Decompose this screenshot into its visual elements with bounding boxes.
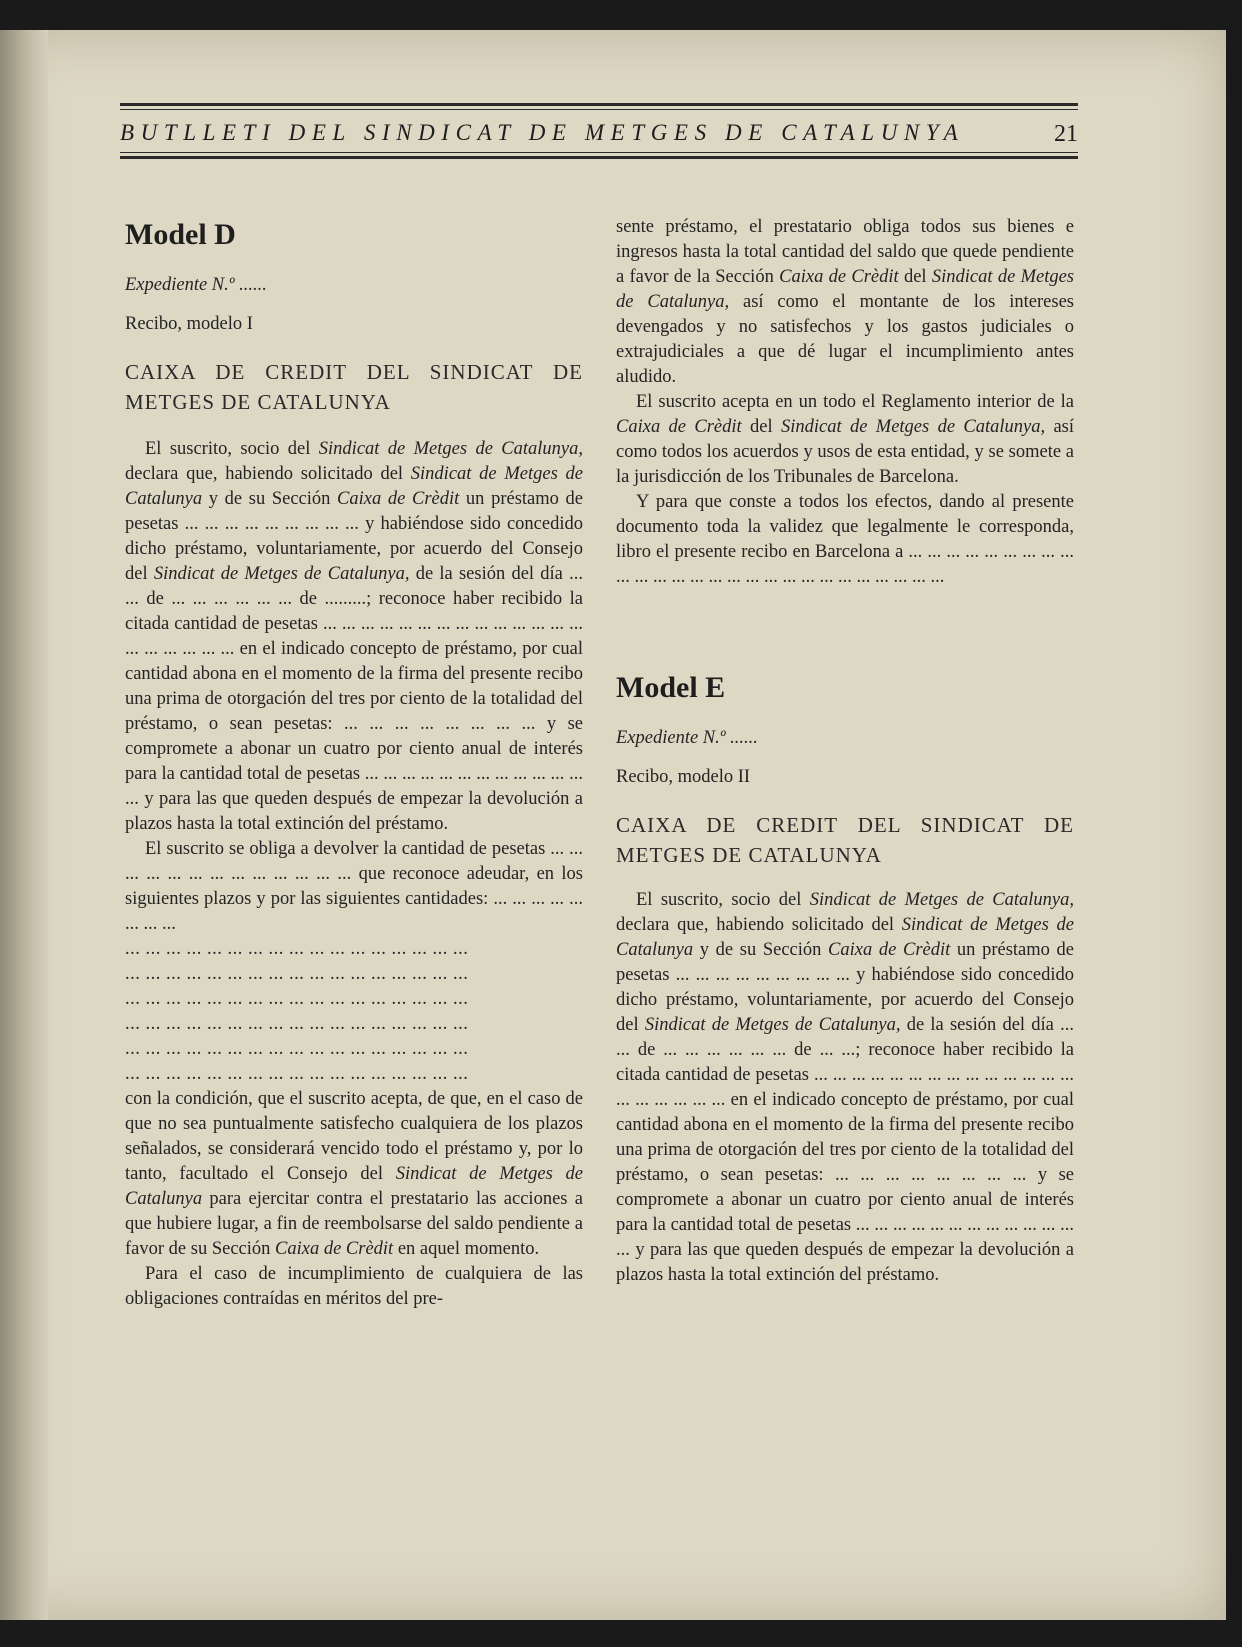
scanned-page	[0, 30, 1226, 1620]
running-header	[120, 103, 1078, 191]
dotted-line: ... ... ... ... ... ... ... ... ... ... ... ... ... ... ... ... ...	[125, 1039, 469, 1059]
header-rule-bottom	[120, 156, 1078, 159]
closing-paragraph: Y para que conste a todos los efectos, dando al presente documento toda la validez que legalmente le corresponda, libro el presente recibo en Barcelona a ... ... ... ... ... ... ... ... ... ... ... ... ... ... ... ... ... ... ... ... ... ... ... ... ... ... ...	[616, 492, 1074, 587]
dotted-line: ... ... ... ... ... ... ... ... ... ... ... ... ... ... ... ... ...	[125, 989, 469, 1009]
model-d-paragraph-1: El suscrito, socio del Sindicat de Metges de Catalunya, declara que, habiendo solicitado del Sindicat de Metges de Catalunya y de su Sección Caixa de Crèdit un préstamo de pesetas ... ... ... ... ... ... ... ... ... y habiéndose sido concedido dicho préstamo, voluntariamente, por acuerdo del Consejo del Sindicat de Metges de Catalunya, de la sesión del día ... ... de ... ... ... ... ... ... de .........; reconoce haber recibido la citada cantidad de pesetas ... ... ... ... ... ... ... ... ... ... ... ... ... ... ... ... ... ... ... ... en el indicado concepto de préstamo, por cual cantidad abona en el momento de la firma del presente recibo una prima de otorgación del tres por ciento de la totalidad del préstamo, o sean pesetas: ... ... ... ... ... ... ... ... y se compromete a abonar un cuatro por ciento anual de interés para la cantidad total de pesetas ... ... ... ... ... ... ... ... ... ... ... ... ... y para las que queden después de empezar la devolución a plazos hasta la total extinción del préstamo.	[125, 439, 584, 834]
right-column	[616, 215, 1074, 1288]
model-e-expediente: Expediente N.º ......	[616, 728, 758, 748]
dotted-line: ... ... ... ... ... ... ... ... ... ... ... ... ... ... ... ... ...	[125, 1064, 469, 1084]
dotted-line: ... ... ... ... ... ... ... ... ... ... ... ... ... ... ... ... ...	[125, 1014, 469, 1034]
model-d-paragraph-4: Para el caso de incumplimiento de cualquiera de las obligaciones contraídas en méritos del pre-	[125, 1264, 583, 1309]
model-e-title: Model E	[616, 671, 726, 704]
model-d-paragraph-3: con la condición, que el suscrito acepta, de que, en el caso de que no sea puntualmente satisfecho cualquiera de los plazos señalados, se considerará vencido todo el préstamo y, por lo tanto, facultado el Consejo del Sindicat de Metges de Catalunya para ejercitar contra el prestatario las acciones a que hubiere lugar, a fin de reembolsarse del saldo pendiente a favor de su Sección Caixa de Crèdit en aquel momento.	[125, 1089, 583, 1259]
model-d-recibo: Recibo, modelo I	[125, 314, 253, 334]
dotted-line: ... ... ... ... ... ... ... ... ... ... ... ... ... ... ... ... ...	[125, 939, 469, 959]
model-e-recibo: Recibo, modelo II	[616, 767, 751, 787]
continued-paragraph: sente préstamo, el prestatario obliga todos sus bienes e ingresos hasta la total cantidad del saldo que quede pendiente a favor de la Sección Caixa de Crèdit del Sindicat de Metges de Catalunya, así como el montante de los intereses devengados y no satisfechos y los gastos judiciales o extrajudiciales a que dé lugar el incumplimiento antes aludido.	[616, 217, 1075, 387]
model-e-heading: CAIXA DE CREDIT DEL SINDICAT DE METGES DE CATALUNYA	[616, 813, 1074, 867]
book-spine-shadow	[0, 30, 48, 1620]
page-number: 21	[1054, 121, 1078, 147]
header-rule-top-thin	[120, 109, 1078, 110]
model-d-expediente: Expediente N.º ......	[125, 275, 267, 295]
model-e-paragraph-1: El suscrito, socio del Sindicat de Metges de Catalunya, declara que, habiendo solicitado del Sindicat de Metges de Catalunya y de su Sección Caixa de Crèdit un préstamo de pesetas ... ... ... ... ... ... ... ... ... y habiéndose sido concedido dicho préstamo, voluntariamente, por acuerdo del Consejo del Sindicat de Metges de Catalunya, de la sesión del día ... ... de ... ... ... ... ... ... de ... ...; reconoce haber recibido la citada cantidad de pesetas ... ... ... ... ... ... ... ... ... ... ... ... ... ... ... ... ... ... ... ... en el indicado concepto de préstamo, por cual cantidad abona en el momento de la firma del presente recibo una prima de otorgación del tres por ciento de la totalidad del préstamo, o sean pesetas: ... ... ... ... ... ... ... ... y se compromete a abonar un cuatro por ciento anual de interés para la cantidad total de pesetas ... ... ... ... ... ... ... ... ... ... ... ... ... y para las que queden después de empezar la devolución a plazos hasta la total extinción del préstamo.	[616, 890, 1075, 1285]
left-column	[125, 215, 583, 1312]
header-rule-top	[120, 103, 1078, 106]
header-rule-bottom-thin	[120, 152, 1078, 153]
reglamento-paragraph: El suscrito acepta en un todo el Reglamento interior de la Caixa de Crèdit del Sindicat de Metges de Catalunya, así como todos los acuerdos y usos de esta entidad, y se somete a la jurisdicción de los Tribunales de Barcelona.	[616, 392, 1075, 487]
model-d-paragraph-2: El suscrito se obliga a devolver la cantidad de pesetas ... ... ... ... ... ... ... ... ... ... ... ... ... que reconoce adeudar, en los siguientes plazos y por las siguientes cantidades: ... ... ... ... ... ... ... ...	[125, 839, 583, 934]
model-d-title: Model D	[125, 218, 236, 251]
journal-title: BUTLLETI DEL SINDICAT DE METGES DE CATALUNYA	[120, 120, 965, 145]
model-d-heading: CAIXA DE CREDIT DEL SINDICAT DE METGES DE CATALUNYA	[125, 360, 583, 414]
dotted-line: ... ... ... ... ... ... ... ... ... ... ... ... ... ... ... ... ...	[125, 964, 469, 984]
